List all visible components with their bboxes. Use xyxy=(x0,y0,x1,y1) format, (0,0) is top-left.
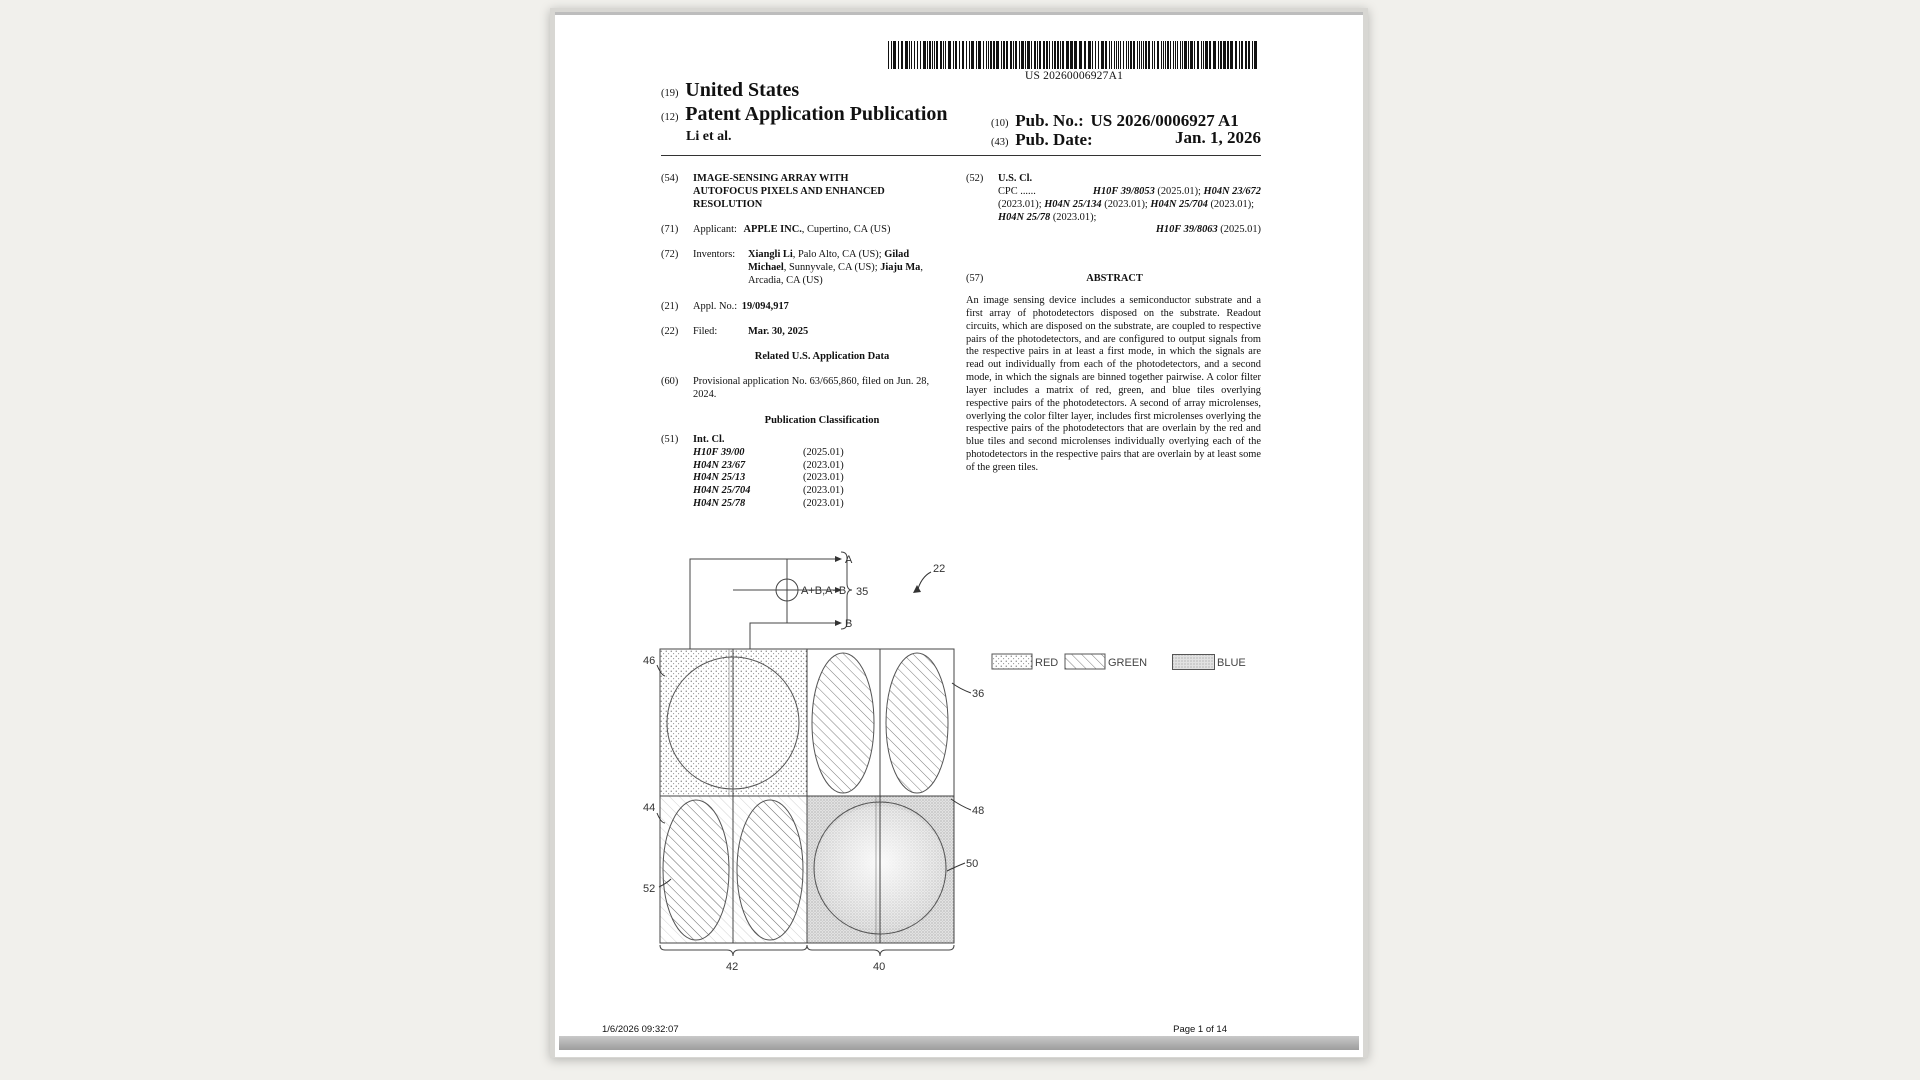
cpc-year-3: (2023.01); xyxy=(1101,198,1151,210)
pixel-array xyxy=(660,649,954,943)
barcode-bar xyxy=(1252,41,1253,69)
barcode-bar xyxy=(917,41,918,69)
barcode-bar xyxy=(1015,41,1017,69)
brace-40 xyxy=(807,945,954,956)
barcode-bar xyxy=(1088,41,1091,69)
barcode-bar xyxy=(891,41,892,69)
inventors-list xyxy=(748,249,951,287)
ref-36-leader xyxy=(952,683,971,693)
tag-19: (19) xyxy=(661,88,679,99)
tag-43: (43) xyxy=(991,137,1009,148)
barcode-bar xyxy=(1019,41,1020,69)
legend-green-swatch xyxy=(1065,654,1105,669)
page-count: Page 1 of 14 xyxy=(1173,1024,1227,1035)
barcode-bar xyxy=(1057,41,1059,69)
appl-no-label: Appl. No.: xyxy=(693,301,738,312)
tag-51: (51) xyxy=(661,434,679,445)
barcode-bar xyxy=(1194,41,1195,69)
barcode-bar xyxy=(978,41,981,69)
tag-52: (52) xyxy=(966,173,984,184)
inventor-short: Li et al. xyxy=(686,129,732,144)
barcode-bar xyxy=(1025,41,1026,69)
barcode-bar xyxy=(1021,41,1024,69)
pub-number: US 2026/0006927 A1 xyxy=(1090,111,1239,130)
barcode-bar xyxy=(898,41,899,69)
barcode-bar xyxy=(1248,41,1250,69)
barcode-bar xyxy=(1039,41,1041,69)
figure-drawing xyxy=(643,535,1148,985)
barcode-bar xyxy=(1133,41,1135,69)
legend-red-swatch xyxy=(992,654,1032,669)
barcode-bar xyxy=(1084,41,1086,69)
barcode-bar xyxy=(986,41,987,69)
filed-date: Mar. 30, 2025 xyxy=(748,326,809,337)
barcode-bar xyxy=(1201,41,1202,69)
barcode-bar xyxy=(1095,41,1096,69)
barcode-bar xyxy=(1066,41,1069,69)
barcode-bar xyxy=(953,41,954,69)
barcode-bar xyxy=(988,41,989,69)
barcode-bar xyxy=(1148,41,1150,69)
barcode-bar xyxy=(948,41,951,69)
green-microlens-2 xyxy=(886,653,948,793)
barcode-bar xyxy=(911,41,912,69)
ref-52: 52 xyxy=(643,883,656,895)
cpc-code-6: H10F 39/8063 xyxy=(1155,224,1218,236)
barcode-bar xyxy=(1037,41,1038,69)
inventor-2-location: , Sunnyvale, CA (US); xyxy=(783,261,878,273)
barcode-bar xyxy=(1111,41,1112,69)
int-cl-year: (2023.01) xyxy=(803,497,844,509)
barcode-bar xyxy=(1143,41,1144,69)
barcode-bar xyxy=(1126,41,1127,69)
cpc-code-4: H04N 25/704 xyxy=(1150,198,1208,210)
int-cl-year: (2023.01) xyxy=(803,472,844,484)
legend-blue-swatch xyxy=(1173,655,1215,670)
barcode-bar xyxy=(1241,41,1243,69)
int-cl-code: H04N 25/13 xyxy=(693,472,746,484)
barcode-bar xyxy=(962,41,964,69)
barcode-bar xyxy=(1213,41,1216,69)
abstract-heading: ABSTRACT xyxy=(1086,273,1143,284)
ref-46: 46 xyxy=(643,655,656,667)
signal-sum-label: A+B,A−B xyxy=(801,585,847,597)
barcode-bar xyxy=(1165,41,1166,69)
inventor-1-location: , Palo Alto, CA (US); xyxy=(792,249,882,260)
barcode-bar xyxy=(1154,41,1155,69)
tag-54: (54) xyxy=(661,173,679,184)
barcode-bar xyxy=(1092,41,1093,69)
barcode-bar xyxy=(920,41,921,69)
cpc-code-2: H04N 23/672 xyxy=(1203,186,1261,197)
pub-number-label: Pub. No.: xyxy=(1015,111,1084,130)
barcode-bar xyxy=(955,41,957,69)
applicant-name: APPLE INC. xyxy=(743,224,802,235)
cpc-code-5: H04N 25/78 xyxy=(998,211,1051,223)
barcode-bar xyxy=(1034,41,1036,69)
barcode-bar xyxy=(1205,41,1208,69)
barcode-bar xyxy=(1027,41,1030,69)
barcode-bar xyxy=(927,41,928,69)
barcode-bar xyxy=(1152,41,1153,69)
ref-36: 36 xyxy=(972,688,985,700)
cpc-year-6: (2025.01) xyxy=(1217,224,1261,236)
inventor-3-location: , Arcadia, CA (US) xyxy=(748,261,923,286)
tag-57: (57) xyxy=(966,273,984,284)
cpc-year-4: (2023.01); xyxy=(1207,198,1255,210)
barcode-bar xyxy=(1098,41,1099,69)
barcode-bar xyxy=(1141,41,1142,69)
pub-date-label: Pub. Date: xyxy=(1015,130,1093,149)
country: United States xyxy=(685,79,800,101)
applicant-location: , Cupertino, CA (US) xyxy=(801,224,891,235)
cpc-block xyxy=(998,186,1261,237)
int-cl-year: (2025.01) xyxy=(803,446,844,458)
int-cl-row xyxy=(693,460,951,473)
barcode-bar xyxy=(966,41,967,69)
barcode-bar xyxy=(1006,41,1008,69)
barcode-bar xyxy=(1046,41,1048,69)
signal-a-label: A xyxy=(845,554,853,566)
barcode-bar xyxy=(1116,41,1117,69)
barcode-bar xyxy=(1013,41,1014,69)
cpc-year-2: (2023.01); xyxy=(998,198,1045,210)
barcode-bar xyxy=(1043,41,1045,69)
ref-44: 44 xyxy=(643,802,656,814)
barcode-bar xyxy=(1123,41,1124,69)
filed-label: Filed: xyxy=(693,326,718,337)
print-timestamp: 1/6/2026 09:32:07 xyxy=(602,1024,679,1035)
barcode-bar xyxy=(1070,41,1073,69)
signal-b-label: B xyxy=(845,618,853,630)
int-cl-block xyxy=(693,434,951,511)
barcode-bar xyxy=(1145,41,1147,69)
legend-green-label: GREEN xyxy=(1108,657,1148,669)
barcode-bar xyxy=(1245,41,1247,69)
barcode-bar xyxy=(1049,41,1050,69)
inventor-2-name: Gilad Michael xyxy=(748,249,910,273)
inventor-1-name: Xiangli Li xyxy=(748,249,793,260)
barcode-bar xyxy=(1184,41,1187,69)
arrow-b xyxy=(835,620,842,626)
barcode-bar xyxy=(1167,41,1169,69)
barcode-bar xyxy=(1139,41,1140,69)
barcode-bar xyxy=(1105,41,1107,69)
ref-35: 35 xyxy=(856,586,869,598)
appl-no: 19/094,917 xyxy=(741,301,789,312)
barcode-bar xyxy=(1175,41,1176,69)
barcode-bar xyxy=(959,41,960,69)
green-tile-bottom-hatch xyxy=(660,796,807,943)
barcode-bar xyxy=(1190,41,1193,69)
legend-red-label: RED xyxy=(1035,657,1059,669)
cpc-code-3: H04N 25/134 xyxy=(1044,198,1102,210)
barcode-bar xyxy=(1239,41,1240,69)
tag-10: (10) xyxy=(991,118,1009,129)
barcode-bar xyxy=(1062,41,1064,69)
barcode-bar xyxy=(1182,41,1183,69)
int-cl-row xyxy=(693,498,951,511)
barcode-bar xyxy=(1223,41,1226,69)
ref-22: 22 xyxy=(933,563,946,575)
tag-12: (12) xyxy=(661,112,679,123)
int-cl-code: H04N 25/78 xyxy=(693,497,746,509)
barcode-bar xyxy=(1003,41,1005,69)
tag-21: (21) xyxy=(661,301,679,312)
int-cl-code: H04N 23/67 xyxy=(693,459,746,471)
int-cl-row xyxy=(693,472,951,485)
barcode-bar xyxy=(996,41,999,69)
ref-48: 48 xyxy=(972,805,985,817)
int-cl-code: H10F 39/00 xyxy=(693,446,745,458)
barcode-bar xyxy=(1130,41,1132,69)
barcode-bar xyxy=(936,41,938,69)
barcode-bar xyxy=(1180,41,1181,69)
barcode-bar xyxy=(932,41,933,69)
barcode-bar xyxy=(1177,41,1178,69)
barcode-bar xyxy=(1227,41,1229,69)
barcode-bar xyxy=(1209,41,1211,69)
barcode-bar xyxy=(914,41,915,69)
barcode-bar xyxy=(969,41,970,69)
barcode-bar xyxy=(1054,41,1056,69)
header-doc-type-line xyxy=(661,103,948,126)
barcode-bar xyxy=(1074,41,1077,69)
legend-blue xyxy=(1172,654,1262,670)
barcode-bar xyxy=(1218,41,1219,69)
barcode-bar xyxy=(888,41,889,69)
readout-circuit xyxy=(690,552,852,649)
patent-page[interactable] xyxy=(555,12,1363,1057)
barcode-bar xyxy=(971,41,974,69)
int-cl-year: (2023.01) xyxy=(803,485,844,497)
barcode-bar xyxy=(990,41,992,69)
arrow-a xyxy=(835,556,842,562)
related-data-heading: Related U.S. Application Data xyxy=(754,351,890,362)
barcode-bar xyxy=(1001,41,1002,69)
barcode-bar xyxy=(1203,41,1204,69)
tag-60: (60) xyxy=(661,376,679,387)
barcode-bar xyxy=(1161,41,1162,69)
inventors-label: Inventors: xyxy=(693,249,736,260)
barcode-bar xyxy=(1188,41,1189,69)
barcode-bar xyxy=(1235,41,1237,69)
invention-title: IMAGE-SENSING ARRAY WITH AUTOFOCUS PIXELS AND ENHANCED RESOLUTION xyxy=(693,173,885,210)
cpc-code-1: H10F 39/8053 xyxy=(1092,186,1155,197)
document-type: Patent Application Publication xyxy=(685,103,948,125)
barcode-bar xyxy=(1173,41,1174,69)
barcode-bar xyxy=(909,41,910,69)
cpc-year-5: (2023.01); xyxy=(1050,211,1097,223)
barcode-bar xyxy=(1137,41,1138,69)
barcode-bar xyxy=(1031,41,1032,69)
barcode-bar xyxy=(976,41,977,69)
header-country-line xyxy=(661,79,799,102)
barcode-bar xyxy=(1163,41,1164,69)
barcode-bar xyxy=(1230,41,1233,69)
barcode xyxy=(888,41,1260,69)
barcode-bar xyxy=(1114,41,1115,69)
ref-42: 42 xyxy=(726,961,739,973)
barcode-bar xyxy=(923,41,926,69)
tag-71: (71) xyxy=(661,224,679,235)
provisional-application: Provisional application No. 63/665,860, filed on Jun. 28, 2024. xyxy=(693,376,930,400)
barcode-bar xyxy=(983,41,984,69)
barcode-bar xyxy=(1170,41,1171,69)
barcode-bar xyxy=(1109,41,1110,69)
abstract-text: An image sensing device includes a semiconductor substrate and a first array of photodetectors disposed on the substrate. Readout circuits, which are disposed on the substrate, are coupled to respective pairs of the photodetectors, and are configured to output signals from the respective pairs in at least a first mode, in which the signals are read out individually from each of the photodetectors, and a second mode, in which the signals are binned together pairwise. A color filter layer includes a matrix of red, green, and blue tiles overlying respective pairs of the photodetectors. A second of array microlenses, overlying the color filter layer, includes first microlenses overlying the respective pairs of the photodetectors that are overlain by the red and blue tiles and second microlenses individually overlying each of the photodetectors in the respective pairs that are overlain by at least some of the green tiles. xyxy=(966,295,1261,473)
barcode-number: US 20260006927A1 xyxy=(1024,70,1124,82)
ref-22-arrowhead xyxy=(913,585,921,593)
barcode-bar xyxy=(1254,41,1257,69)
barcode-bar xyxy=(1052,41,1053,69)
barcode-bar xyxy=(945,41,946,69)
cpc-year-1: (2025.01); xyxy=(1154,186,1204,197)
color-legend xyxy=(992,654,1147,669)
barcode-bar xyxy=(905,41,908,69)
barcode-bar xyxy=(1157,41,1159,69)
int-cl-year: (2023.01) xyxy=(803,459,844,471)
barcode-bar xyxy=(943,41,944,69)
barcode-bar xyxy=(1128,41,1129,69)
ref-50: 50 xyxy=(966,858,979,870)
pub-date-line xyxy=(991,130,1093,150)
pub-class-heading: Publication Classification xyxy=(764,415,880,426)
page-bottom-bar xyxy=(559,1036,1359,1050)
tag-22: (22) xyxy=(661,326,679,337)
barcode-bar xyxy=(929,41,931,69)
green-microlens-1 xyxy=(812,653,874,793)
barcode-bar xyxy=(1060,41,1061,69)
int-cl-code: H04N 25/704 xyxy=(693,485,751,497)
tag-72: (72) xyxy=(661,249,679,260)
barcode-bar xyxy=(1220,41,1222,69)
barcode-bar xyxy=(893,41,896,69)
int-cl-label: Int. Cl. xyxy=(693,434,725,445)
applicant-label: Applicant: xyxy=(693,224,737,235)
legend-blue-label: BLUE xyxy=(1217,657,1246,669)
int-cl-row xyxy=(693,485,951,498)
barcode-bar xyxy=(1120,41,1121,69)
brace-42 xyxy=(660,945,807,956)
barcode-bar xyxy=(1079,41,1082,69)
us-cl-label: U.S. Cl. xyxy=(998,173,1033,184)
barcode-bar xyxy=(1118,41,1119,69)
int-cl-list xyxy=(693,447,951,511)
barcode-bar xyxy=(934,41,935,69)
barcode-bar xyxy=(1010,41,1012,69)
barcode-bar xyxy=(901,41,903,69)
inventor-3-name: Jiaju Ma xyxy=(880,261,921,273)
pub-date: Jan. 1, 2026 xyxy=(1175,128,1261,147)
cpc-label: CPC ...... xyxy=(998,186,1036,197)
barcode-bar xyxy=(1101,41,1104,69)
header-rule xyxy=(661,155,1261,156)
ref-40: 40 xyxy=(873,961,886,973)
barcode-bar xyxy=(993,41,995,69)
barcode-bar xyxy=(940,41,942,69)
int-cl-row xyxy=(693,447,951,460)
barcode-bar xyxy=(1197,41,1199,69)
